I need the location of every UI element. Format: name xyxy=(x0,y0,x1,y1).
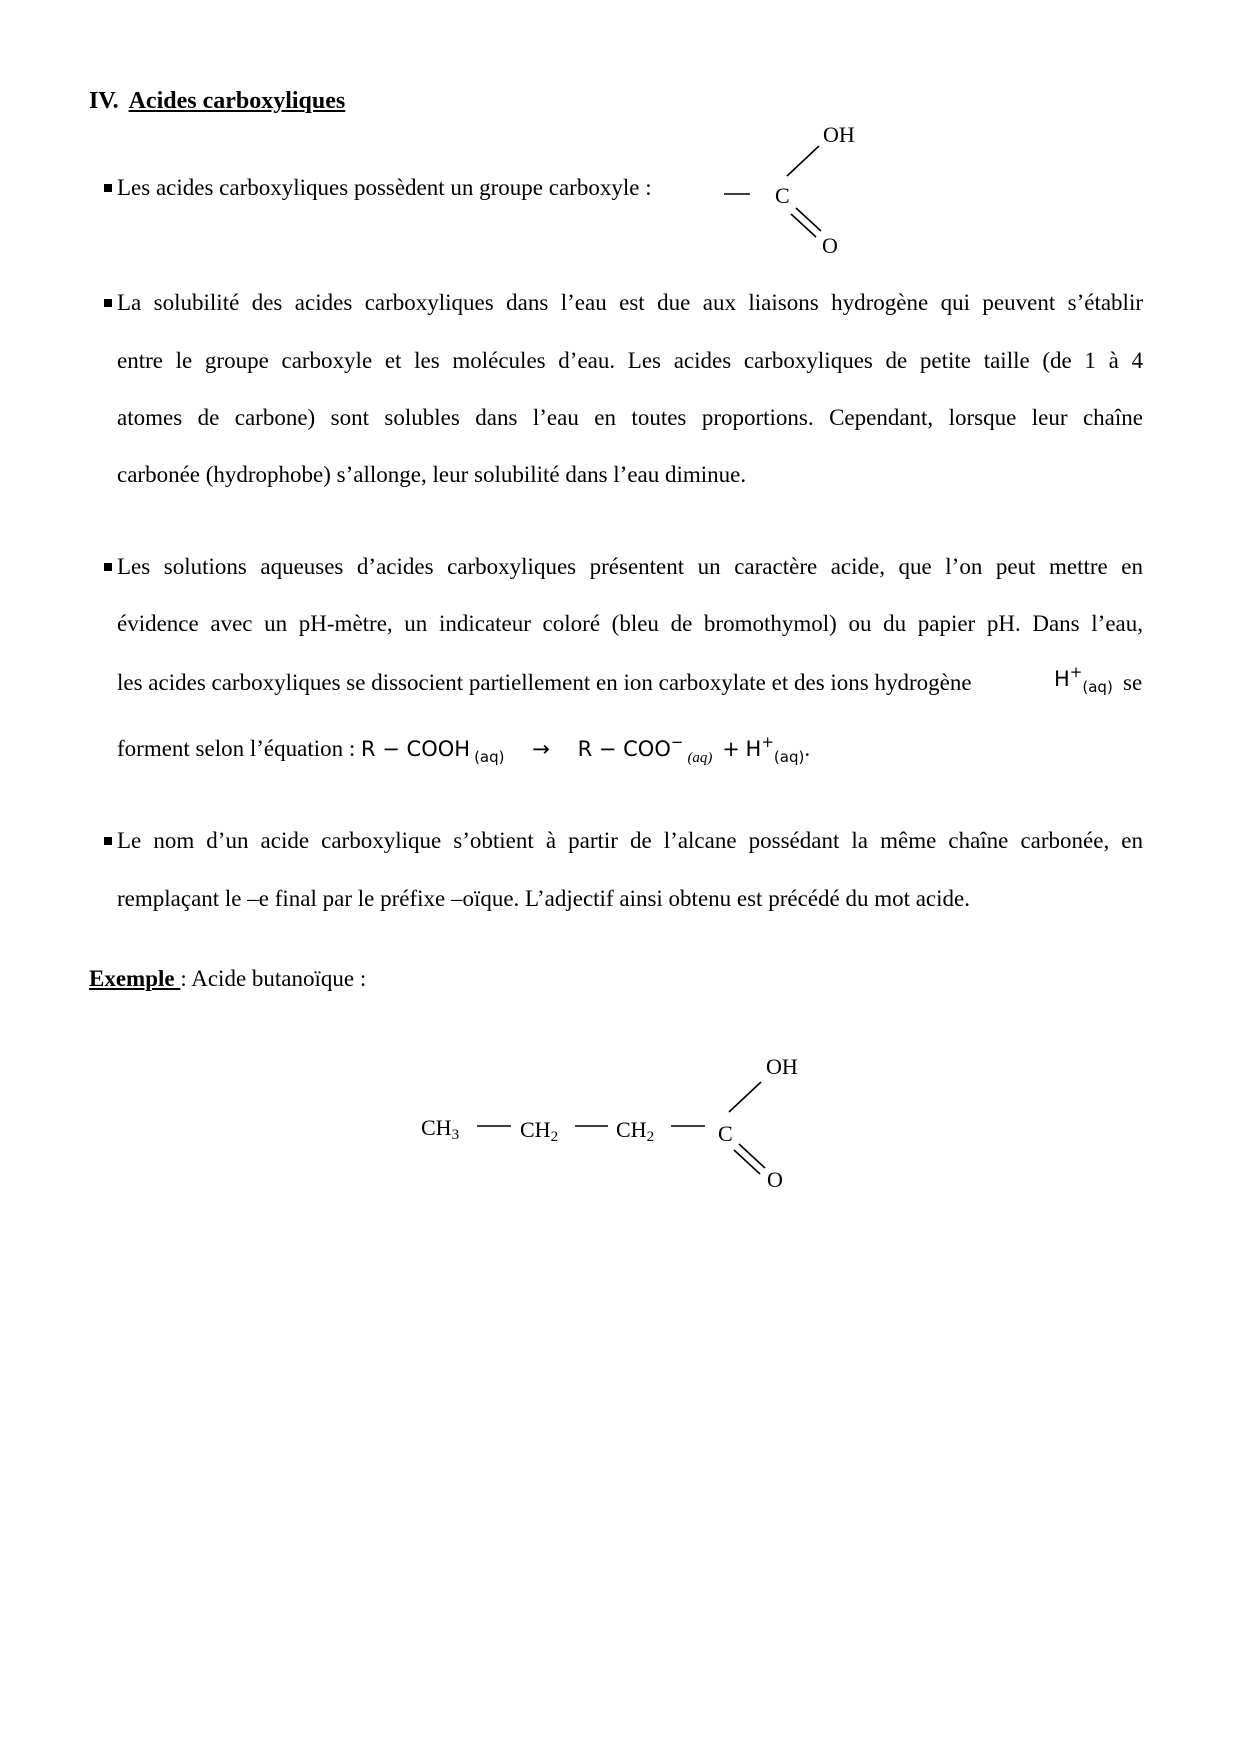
mol-c-label: C xyxy=(718,1121,733,1146)
equation-product1-state: (aq) xyxy=(687,750,713,766)
mol-c-o-double-bond-b xyxy=(739,1144,765,1168)
mol-c-o-double-bond-a xyxy=(734,1150,760,1174)
section-number: IV. xyxy=(89,88,119,114)
carboxyl-c-label: C xyxy=(775,183,790,208)
section-title: Acides carboxyliques xyxy=(128,88,346,114)
carboxyl-o-label: O xyxy=(822,233,838,258)
mol-ch3-text: CH xyxy=(421,1115,452,1140)
carboxyl-oh-label: OH xyxy=(823,122,855,147)
c-oh-bond xyxy=(787,146,819,176)
equation-product2: H xyxy=(745,737,762,761)
equation-product2-state: (aq) xyxy=(773,748,805,766)
mol-ch2-second-text: CH xyxy=(616,1117,647,1142)
equation-end: . xyxy=(804,736,811,761)
mol-o-label: O xyxy=(767,1167,783,1192)
equation-reactant-state: (aq) xyxy=(474,748,505,766)
example-text: : Acide butanoïque : xyxy=(180,966,367,991)
mol-ch2-first-text: CH xyxy=(520,1117,551,1142)
c-o-double-bond-b xyxy=(796,208,821,231)
bullet3-line-3-text: les acides carboxyliques se dissocient partiellement en ion carboxylate et des ions hydrogène xyxy=(117,670,972,695)
h-ion-state: (aq) xyxy=(1082,678,1113,696)
mol-ch3-sub: 3 xyxy=(451,1127,460,1143)
example-label: Exemple xyxy=(89,966,181,991)
h-ion-charge: + xyxy=(1069,663,1083,681)
mol-c-oh-bond xyxy=(729,1082,761,1112)
equation-arrow: → xyxy=(532,737,550,761)
bullet1-text: Les acides carboxyliques possèdent un groupe carboxyle : xyxy=(117,175,652,200)
bullet2-line-3: atomes de carbone) sont solubles dans l’eau en toutes proportions. Cependant, lorsque leur chaîne xyxy=(117,405,1143,430)
bullet3-line-3-end: se xyxy=(1123,670,1143,695)
equation-product2-charge: + xyxy=(761,733,774,751)
equation-product1: R − COO xyxy=(577,737,671,761)
equation-reactant: R − COOH xyxy=(361,737,471,761)
equation-product1-charge: − xyxy=(670,733,684,751)
bullet3-line-1: Les solutions aqueuses d’acides carboxyliques présentent un caractère acide, que l’on peut mettre en xyxy=(117,554,1143,579)
h-ion-symbol: H xyxy=(1054,667,1070,691)
bullet2-line-1: La solubilité des acides carboxyliques dans l’eau est due aux liaisons hydrogène qui peuvent s’établir xyxy=(117,290,1143,315)
bullet2-line-2: entre le groupe carboxyle et les molécules d’eau. Les acides carboxyliques de petite taille (de 1 à 4 xyxy=(117,348,1143,373)
mol-ch2-second-sub: 2 xyxy=(646,1129,655,1145)
equation-plus: + xyxy=(722,737,740,761)
equation-intro: forment selon l’équation : xyxy=(117,736,356,761)
bullet4-line-1: Le nom d’un acide carboxylique s’obtient à partir de l’alcane possédant la même chaîne carbonée, en xyxy=(117,828,1143,853)
mol-ch2-first-sub: 2 xyxy=(550,1129,559,1145)
mol-oh-label: OH xyxy=(766,1054,798,1079)
c-o-double-bond-a xyxy=(791,214,816,237)
bullet2-line-4: carbonée (hydrophobe) s’allonge, leur solubilité dans l’eau diminue. xyxy=(117,462,747,487)
bullet4-line-2: remplaçant le –e final par le préfixe –oïque. L’adjectif ainsi obtenu est précédé du mot acide. xyxy=(117,886,970,911)
bullet3-line-2: évidence avec un pH-mètre, un indicateur coloré (bleu de bromothymol) ou du papier pH. Dans l’eau, xyxy=(117,611,1143,636)
